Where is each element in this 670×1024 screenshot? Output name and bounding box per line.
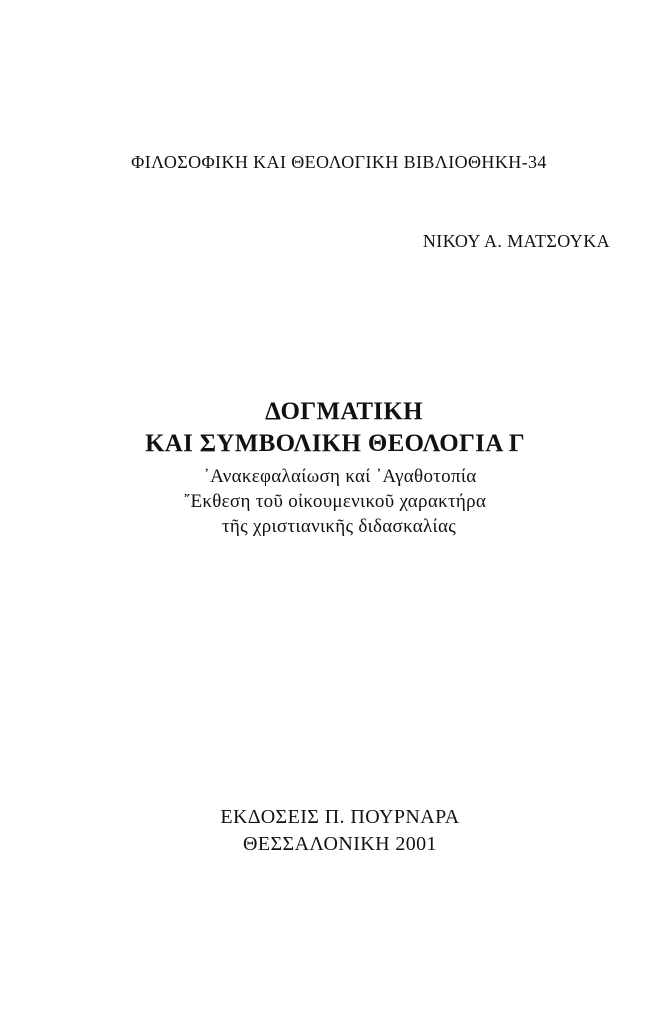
book-title-line-1: ΔΟΓΜΑΤΙΚΗ	[265, 398, 423, 425]
publisher-place-year: ΘΕΣΣΑΛΟΝΙΚΗ 2001	[243, 833, 437, 855]
publisher-name: ΕΚΔΟΣΕΙΣ Π. ΠΟΥΡΝΑΡΑ	[220, 806, 460, 828]
subtitle-line-2: ῎Εκθεση τοῦ οἰκουμενικοῦ χαρακτήρα	[183, 491, 487, 512]
author-name: ΝΙΚΟΥ Α. ΜΑΤΣΟΥΚΑ	[422, 231, 610, 251]
subtitle-line-3: τῆς χριστιανικῆς διδασκαλίας	[221, 516, 457, 537]
subtitle-line-1: ᾿Ανακεφαλαίωση καί ᾿Αγαθοτοπία	[203, 466, 477, 487]
publisher-block	[0, 804, 670, 858]
series-title: ΦΙΛΟΣΟΦΙΚΗ ΚΑΙ ΘΕΟΛΟΓΙΚΗ ΒΙΒΛΙΟΘΗΚΗ-34	[131, 152, 547, 172]
book-title-block	[0, 396, 670, 539]
book-title-line-2: ΚΑΙ ΣΥΜΒΟΛΙΚΗ ΘΕΟΛΟΓΙΑ Γ	[145, 430, 525, 457]
